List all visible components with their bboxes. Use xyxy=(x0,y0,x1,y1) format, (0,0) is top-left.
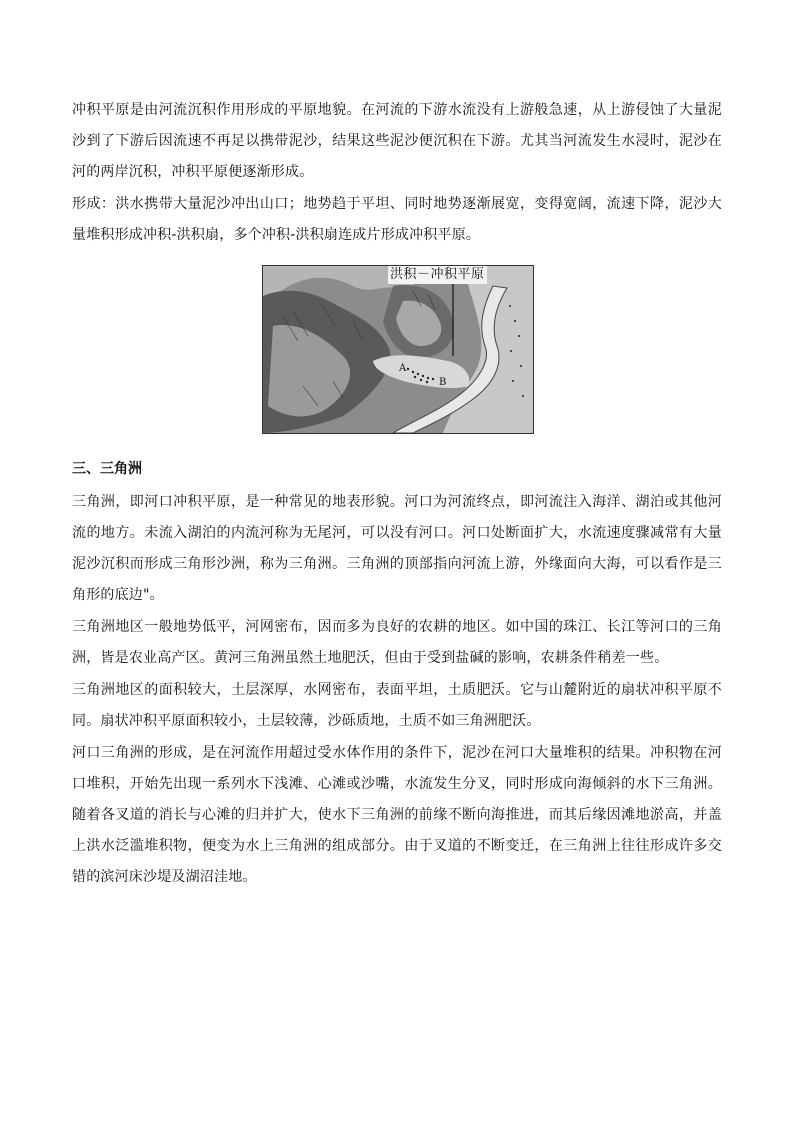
section-paragraph-1: 三角洲，即河口冲积平原，是一种常见的地表形貌。河口为河流终点，即河流注入海洋、湖泊或其他河流的地方。未流入湖泊的内流河称为无尾河，可以没有河口。河口处断面扩大，水流速度骤减常有大量泥沙沉积而形成三角形沙洲，称为三角洲。三角洲的顶部指向河流上游，外缘面向大海，可以看作是三角形的底边"。 xyxy=(72,494,722,603)
point-b-label: B xyxy=(439,377,447,388)
landscape-drawing xyxy=(263,266,533,433)
intro-paragraph-2: 形成：洪水携带大量泥沙冲出山口；地势趋于平坦、同时地势逐渐展宽，变得宽阔，流速下降，泥沙大量堆积形成冲积-洪积扇，多个冲积-洪积扇连成片形成冲积平原。 xyxy=(72,196,722,243)
section-paragraph-2: 三角洲地区一般地势低平，河网密布，因而多为良好的农耕的地区。如中国的珠江、长江等河口的三角洲，皆是农业高产区。黄河三角洲虽然土地肥沃，但由于受到盐碱的影响，农耕条件稍差一些。 xyxy=(72,619,722,666)
section-paragraph-4: 河口三角洲的形成，是在河流作用超过受水体作用的条件下，泥沙在河口大量堆积的结果。冲积物在河口堆积，开始先出现一系列水下浅滩、心滩或沙嘴，水流发生分叉，同时形成向海倾斜的水下三角洲。随着各叉道的消长与心滩的归并扩大，使水下三角洲的前缘不断向海推进，而其后缘因滩地淤高，并盖上洪水泛滥堆积物，便变为水上三角洲的组成部分。由于叉道的不断变迁，在三角洲上往往形成许多交错的滨河床沙堤及湖沼洼地。 xyxy=(72,745,722,885)
intro-paragraph-1: 冲积平原是由河流沉积作用形成的平原地貌。在河流的下游水流没有上游般急速，从上游侵蚀了大量泥沙到了下游后因流速不再足以携带泥沙，结果这些泥沙便沉积在下游。尤其当河流发生水浸时，泥沙在河的两岸沉积，冲积平原便逐渐形成。 xyxy=(72,102,722,180)
figure-caption-label: 洪积－冲积平原 xyxy=(390,267,485,282)
section-paragraph-3: 三角洲地区的面积较大，土层深厚，水网密布，表面平坦，土质肥沃。它与山麓附近的扇状冲积平原不同。扇状冲积平原面积较小，土层较薄，沙砾质地，土质不如三角洲肥沃。 xyxy=(72,682,722,729)
point-a-label: A xyxy=(399,363,407,374)
figure-container xyxy=(72,265,722,440)
section-heading: 三、三角洲 xyxy=(72,461,142,477)
document-body xyxy=(72,95,722,893)
alluvial-plain-illustration xyxy=(262,265,534,434)
